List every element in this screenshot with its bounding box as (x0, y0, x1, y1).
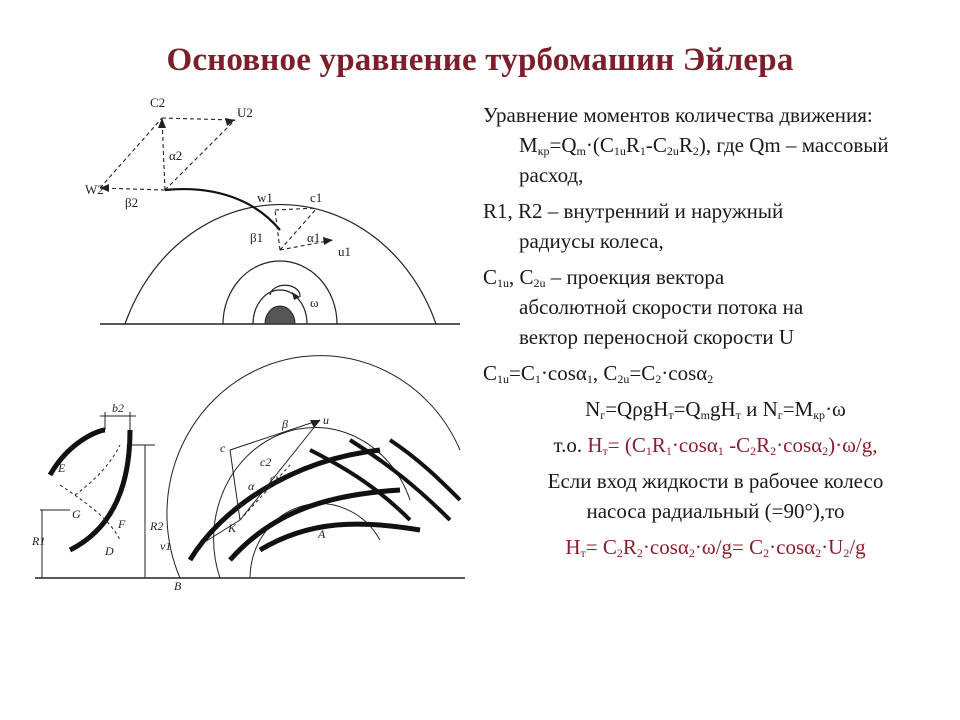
label-b: B (174, 579, 182, 593)
text-radii: R1, R2 – внутренний и наружный радиусы колеса, (483, 199, 784, 253)
text-moment-equation: $M_{кр}=Q_m\cdot(C_{1u}R_1-C_{2u}R_2)$, где Qm – массовый расход, (519, 133, 889, 187)
page-title: Основное уравнение турбомашин Эйлера (166, 42, 794, 78)
impeller-section-diagram (30, 400, 165, 585)
text-cu-formulas: $C_{1u}=C_1\cdot\cos\alpha_1$, $C_{2u}=C_2\cdot\cos\alpha_2$ (483, 361, 714, 386)
label-e: E (58, 461, 66, 475)
text-power-formula: $N_г=Q\rho gH_т=Q_mgH_т$ и $N_г=M_{кр}\cdot\omega$ (585, 397, 846, 422)
label-a: A (318, 527, 326, 541)
text-final-formula: $H_т= C_2R_2\cdot\cos\alpha_2\cdot\omega/g= C_2\cdot\cos\alpha_2\cdot U_2/g$ (565, 535, 866, 560)
label-b2: b2 (112, 401, 124, 415)
impeller-blades-diagram (160, 410, 470, 600)
label-alpha: α (248, 479, 255, 493)
label-beta1: β1 (250, 230, 264, 245)
label-v1: v1 (160, 539, 172, 553)
label-u: u (323, 413, 329, 427)
label-beta: β (282, 417, 288, 431)
label-r2: R2 (150, 519, 164, 533)
label-c2: C2 (150, 95, 166, 110)
label-alpha1: α1 (307, 230, 321, 245)
impeller-section-svg (30, 400, 165, 585)
label-g: G (72, 507, 81, 521)
label-d: D (105, 544, 114, 558)
label-r1: R1 (32, 534, 46, 548)
label-omega: ω (310, 295, 319, 310)
label-w2: W2 (85, 182, 104, 197)
label-c1: c1 (310, 190, 323, 205)
text-radial-inlet: Если вход жидкости в рабочее колесо насоса радиальный (=90°),то (547, 469, 884, 523)
velocity-triangle-diagram (85, 90, 470, 330)
label-u2: U2 (237, 105, 253, 120)
label-c2-fig: c2 (260, 455, 272, 469)
label-k: K (228, 521, 237, 535)
label-u1: u1 (338, 244, 351, 259)
label-w1: w1 (257, 190, 273, 205)
label-alpha2: α2 (169, 148, 183, 163)
impeller-blades-svg (160, 410, 470, 600)
velocity-triangle-svg (85, 90, 470, 330)
text-head-formula: т.о. $H_т= (C_1R_1\cdot\cos\alpha_1$ $-C_2R_2\cdot\cos\alpha_2)\cdot\omega/g$, (553, 433, 878, 458)
label-cu: cu (270, 471, 282, 485)
text-projection: $C_{1u}$, $C_{2u}$ – проекция вектора абсолютной скорости потока на вектор переносной скорости U (483, 265, 804, 349)
label-f: F (118, 517, 126, 531)
label-beta2: β2 (125, 195, 139, 210)
label-c: c (220, 441, 226, 455)
text-column (483, 100, 948, 568)
text-moment-equation-intro: Уравнение моментов количества движения: (483, 103, 873, 127)
